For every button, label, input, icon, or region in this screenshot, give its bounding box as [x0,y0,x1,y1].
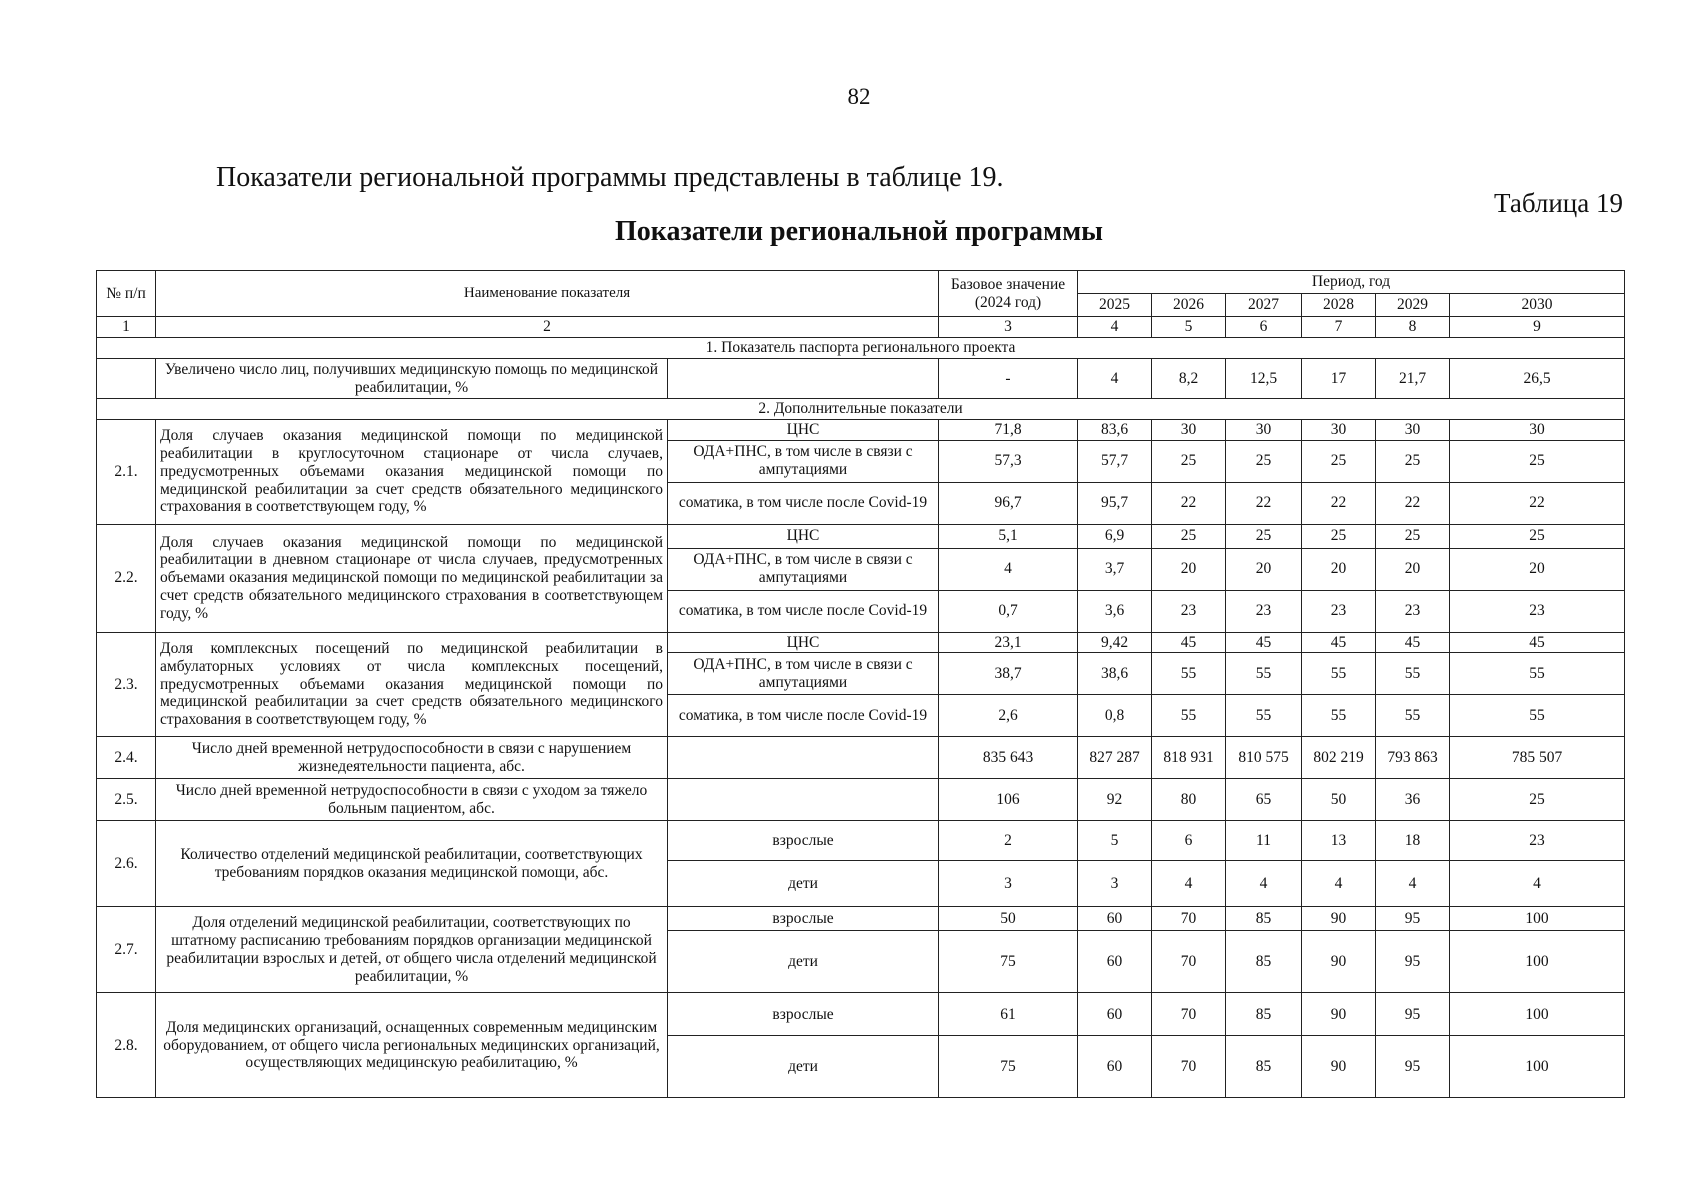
value-cell: 80 [1152,779,1226,821]
value-cell: 23 [1450,590,1625,632]
value-cell: 20 [1226,548,1302,590]
value-cell: 4 [1226,861,1302,907]
table-row [97,359,1625,399]
value-cell: 23,1 [939,632,1078,653]
value-cell: 4 [1450,861,1625,907]
value-cell: 92 [1078,779,1152,821]
indicator-name: Доля комплексных посещений по медицинской реабилитации в амбулаторных условиях от числа комплексных посещений, предусмотренных объемами оказания медицинской помощи по медицинской реабилитации за счет средств обязательного медицинского страхования в соответствующем году, % [156,632,668,737]
header-year: 2029 [1376,294,1450,317]
value-cell: 60 [1078,907,1152,931]
column-number: 6 [1226,317,1302,338]
row-num: 2.6. [97,821,156,907]
value-cell: 6 [1152,821,1226,861]
value-cell: 25 [1376,440,1450,482]
value-cell: 60 [1078,1036,1152,1098]
value-cell: 793 863 [1376,737,1450,779]
value-cell: 22 [1376,482,1450,524]
value-cell: 55 [1152,653,1226,695]
value-cell: 85 [1226,907,1302,931]
indicator-name: Увеличено число лиц, получивших медицинскую помощь по медицинской реабилитации, % [156,359,668,399]
value-cell: 30 [1302,419,1376,440]
value-cell: 11 [1226,821,1302,861]
header-year: 2027 [1226,294,1302,317]
category-cell: ОДА+ПНС, в том числе в связи с ампутациями [668,653,939,695]
section-title: 2. Дополнительные показатели [97,399,1625,420]
category-cell: соматика, в том числе после Covid-19 [668,590,939,632]
value-cell: 22 [1226,482,1302,524]
intro-text: Показатели региональной программы представлены в таблице 19. [216,162,1004,193]
value-cell: 55 [1450,695,1625,737]
column-number: 7 [1302,317,1376,338]
value-cell: 4 [1376,861,1450,907]
value-cell: 3,6 [1078,590,1152,632]
value-cell: 4 [1302,861,1376,907]
column-number: 8 [1376,317,1450,338]
header-base [939,271,1078,317]
table-row [97,737,1625,779]
value-cell: 3 [1078,861,1152,907]
value-cell: 835 643 [939,737,1078,779]
value-cell: 5,1 [939,524,1078,548]
value-cell: 55 [1226,653,1302,695]
value-cell: 26,5 [1450,359,1625,399]
value-cell: 25 [1152,440,1226,482]
category-cell: дети [668,861,939,907]
value-cell: 70 [1152,931,1226,993]
value-cell: 75 [939,1036,1078,1098]
row-num: 2.8. [97,993,156,1098]
value-cell: 9,42 [1078,632,1152,653]
value-cell: 827 287 [1078,737,1152,779]
value-cell: 75 [939,931,1078,993]
indicator-name: Доля медицинских организаций, оснащенных современным медицинским оборудованием, от общего числа региональных медицинских организаций, осуществляющих медицинскую реабилитацию, % [156,993,668,1098]
value-cell: 85 [1226,993,1302,1036]
value-cell: 13 [1302,821,1376,861]
value-cell: 95 [1376,1036,1450,1098]
value-cell: 17 [1302,359,1376,399]
value-cell: 810 575 [1226,737,1302,779]
indicator-name: Количество отделений медицинской реабилитации, соответствующих требованиям порядков оказания медицинской помощи, абс. [156,821,668,907]
value-cell: 18 [1376,821,1450,861]
value-cell: 802 219 [1302,737,1376,779]
value-cell: 38,6 [1078,653,1152,695]
value-cell: 21,7 [1376,359,1450,399]
category-cell: соматика, в том числе после Covid-19 [668,482,939,524]
category-cell [668,737,939,779]
column-number: 3 [939,317,1078,338]
header-row [97,271,1625,294]
value-cell: 55 [1226,695,1302,737]
value-cell: 55 [1152,695,1226,737]
category-cell: взрослые [668,907,939,931]
value-cell: 30 [1152,419,1226,440]
category-cell [668,779,939,821]
row-num: 2.2. [97,524,156,632]
value-cell: 83,6 [1078,419,1152,440]
value-cell: 90 [1302,1036,1376,1098]
value-cell: 3,7 [1078,548,1152,590]
value-cell: 25 [1376,524,1450,548]
value-cell: 30 [1226,419,1302,440]
header-year: 2025 [1078,294,1152,317]
value-cell: 30 [1450,419,1625,440]
value-cell: 36 [1376,779,1450,821]
value-cell: 70 [1152,1036,1226,1098]
header-name: Наименование показателя [156,271,939,317]
indicator-name: Число дней временной нетрудоспособности в связи с уходом за тяжело больным пациентом, абс. [156,779,668,821]
header-year: 2026 [1152,294,1226,317]
value-cell: 30 [1376,419,1450,440]
table-row [97,779,1625,821]
value-cell: 20 [1376,548,1450,590]
header-base-line2: (2024 год) [974,293,1042,311]
category-cell: ОДА+ПНС, в том числе в связи с ампутациями [668,440,939,482]
table-row [97,993,1625,1036]
column-number: 9 [1450,317,1625,338]
value-cell: 70 [1152,993,1226,1036]
value-cell: 85 [1226,1036,1302,1098]
value-cell: 45 [1376,632,1450,653]
page-number: 82 [847,84,871,109]
category-cell: дети [668,1036,939,1098]
header-year: 2030 [1450,294,1625,317]
category-cell: взрослые [668,821,939,861]
row-num: 2.5. [97,779,156,821]
indicator-name: Доля отделений медицинской реабилитации, соответствующих по штатному расписанию требованиям порядков организации медицинской реабилитации взрослых и детей, от общего числа отделений медицинской реабилитации, % [156,907,668,993]
value-cell: 90 [1302,931,1376,993]
header-period: Период, год [1078,271,1625,294]
value-cell: 45 [1302,632,1376,653]
row-num: 2.4. [97,737,156,779]
value-cell: 785 507 [1450,737,1625,779]
value-cell: 3 [939,861,1078,907]
value-cell: 60 [1078,931,1152,993]
column-number: 5 [1152,317,1226,338]
row-num: 2.3. [97,632,156,737]
value-cell: 96,7 [939,482,1078,524]
section-row [97,338,1625,359]
table-row [97,632,1625,653]
table-row [97,821,1625,861]
value-cell: 22 [1302,482,1376,524]
indicator-name: Доля случаев оказания медицинской помощи по медицинской реабилитации в круглосуточном стационаре от числа случаев, предусмотренных объемами оказания медицинской помощи по медицинской реабилитации за счет средств обязательного медицинского страхования в соответствующем году, % [156,419,668,524]
value-cell: 5 [1078,821,1152,861]
value-cell: 95 [1376,993,1450,1036]
value-cell: 95 [1376,907,1450,931]
value-cell: 57,3 [939,440,1078,482]
value-cell: 38,7 [939,653,1078,695]
category-cell [668,359,939,399]
value-cell: 55 [1376,653,1450,695]
row-num: 2.7. [97,907,156,993]
indicator-name: Доля случаев оказания медицинской помощи по медицинской реабилитации в дневном стационаре от числа случаев, предусмотренных объемами оказания медицинской помощи по медицинской реабилитации за счет средств обязательного медицинского страхования в соответствующем году, % [156,524,668,632]
value-cell: 25 [1226,440,1302,482]
category-cell: ЦНС [668,632,939,653]
table-title: Показатели региональной программы [614,216,1104,247]
table-row [97,907,1625,931]
value-cell: 70 [1152,907,1226,931]
value-cell: 106 [939,779,1078,821]
value-cell: 55 [1376,695,1450,737]
value-cell: 50 [939,907,1078,931]
section-row [97,399,1625,420]
indicators-table [96,270,1625,1098]
section-title: 1. Показатель паспорта регионального проекта [97,338,1625,359]
category-cell: ЦНС [668,419,939,440]
value-cell: 65 [1226,779,1302,821]
value-cell: 55 [1302,653,1376,695]
value-cell: 23 [1152,590,1226,632]
value-cell: 100 [1450,1036,1625,1098]
value-cell: 71,8 [939,419,1078,440]
value-cell: 85 [1226,931,1302,993]
value-cell: 25 [1152,524,1226,548]
value-cell: 90 [1302,907,1376,931]
value-cell: 100 [1450,993,1625,1036]
value-cell: 0,7 [939,590,1078,632]
category-cell: ЦНС [668,524,939,548]
value-cell: 20 [1152,548,1226,590]
row-num [97,359,156,399]
column-number: 4 [1078,317,1152,338]
value-cell: 4 [1078,359,1152,399]
value-cell: 100 [1450,931,1625,993]
value-cell: 25 [1302,440,1376,482]
value-cell: 4 [1152,861,1226,907]
value-cell: 0,8 [1078,695,1152,737]
header-year: 2028 [1302,294,1376,317]
value-cell: 20 [1302,548,1376,590]
value-cell: 2,6 [939,695,1078,737]
header-base-line1: Базовое значение [950,275,1066,293]
value-cell: 23 [1376,590,1450,632]
value-cell: 45 [1226,632,1302,653]
value-cell: 50 [1302,779,1376,821]
value-cell: 22 [1152,482,1226,524]
column-number: 1 [97,317,156,338]
table-row [97,419,1625,440]
value-cell: 25 [1226,524,1302,548]
category-cell: ОДА+ПНС, в том числе в связи с ампутациями [668,548,939,590]
value-cell: 22 [1450,482,1625,524]
header-num: № п/п [97,271,156,317]
value-cell: 57,7 [1078,440,1152,482]
value-cell: 25 [1450,524,1625,548]
category-cell: соматика, в том числе после Covid-19 [668,695,939,737]
value-cell: 2 [939,821,1078,861]
value-cell: 95,7 [1078,482,1152,524]
value-cell: 23 [1450,821,1625,861]
value-cell: 95 [1376,931,1450,993]
value-cell: 818 931 [1152,737,1226,779]
value-cell: 20 [1450,548,1625,590]
value-cell: - [939,359,1078,399]
value-cell: 90 [1302,993,1376,1036]
value-cell: 25 [1450,779,1625,821]
value-cell: 8,2 [1152,359,1226,399]
value-cell: 45 [1450,632,1625,653]
category-cell: взрослые [668,993,939,1036]
value-cell: 23 [1226,590,1302,632]
value-cell: 6,9 [1078,524,1152,548]
column-number: 2 [156,317,939,338]
value-cell: 12,5 [1226,359,1302,399]
value-cell: 55 [1450,653,1625,695]
indicator-name: Число дней временной нетрудоспособности в связи с нарушением жизнедеятельности пациента, абс. [156,737,668,779]
value-cell: 61 [939,993,1078,1036]
value-cell: 25 [1450,440,1625,482]
value-cell: 55 [1302,695,1376,737]
category-cell: дети [668,931,939,993]
value-cell: 25 [1302,524,1376,548]
value-cell: 23 [1302,590,1376,632]
value-cell: 60 [1078,993,1152,1036]
table-row [97,524,1625,548]
table-number: Таблица 19 [1494,188,1623,218]
value-cell: 45 [1152,632,1226,653]
column-numbers-row [97,317,1625,338]
row-num: 2.1. [97,419,156,524]
value-cell: 100 [1450,907,1625,931]
value-cell: 4 [939,548,1078,590]
